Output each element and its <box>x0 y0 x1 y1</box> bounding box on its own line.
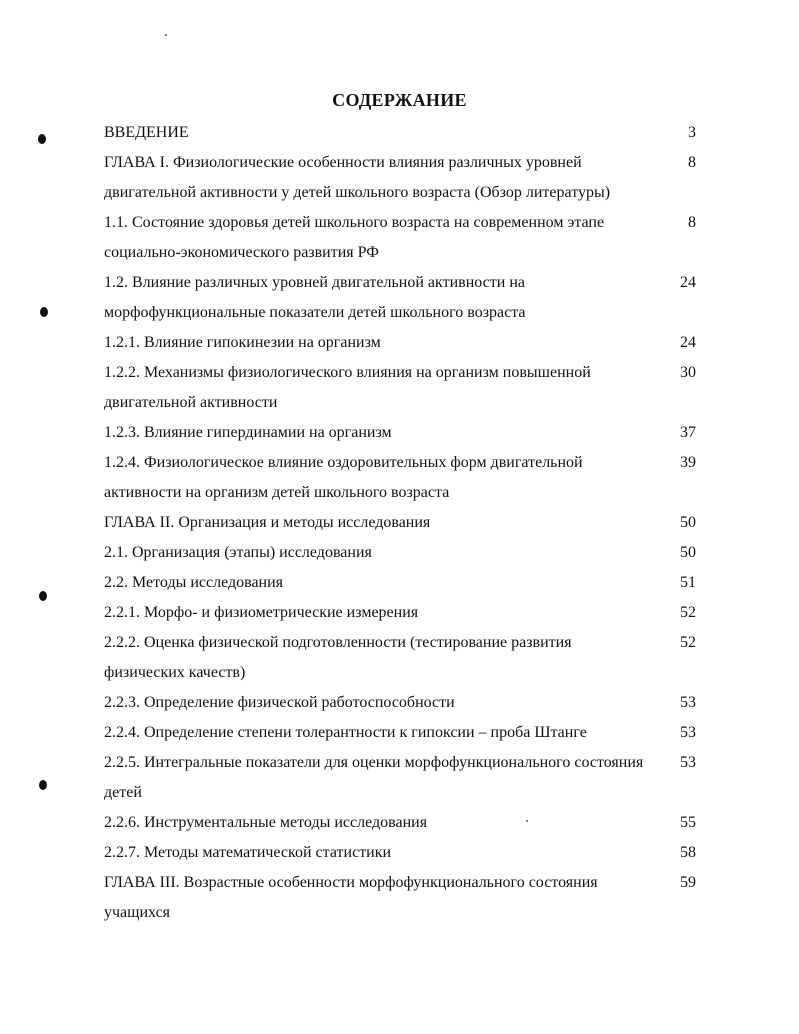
toc-entry-page: 50 <box>680 544 696 561</box>
toc-entry-text: ГЛАВА II. Организация и методы исследования <box>104 514 431 531</box>
toc-entry-page: 24 <box>680 334 696 351</box>
toc-entry-text: 1.2.2. Механизмы физиологического влияния на организм повышенной двигательной активности <box>104 364 591 411</box>
toc-entry-text: 1.2.3. Влияние гипердинамии на организм <box>104 424 392 441</box>
binding-hole-mark <box>38 134 46 144</box>
toc-entry[interactable] <box>104 208 704 268</box>
toc-entry-page: 51 <box>680 574 696 591</box>
toc-entry[interactable] <box>104 448 704 508</box>
toc-entry-page: 52 <box>680 634 696 651</box>
toc-entry[interactable] <box>104 538 704 568</box>
toc-entry-text: 1.2.1. Влияние гипокинезии на организм <box>104 334 381 351</box>
toc-entry[interactable] <box>104 568 704 598</box>
toc-entry[interactable] <box>104 508 704 538</box>
toc-entry-text: 2.2.1. Морфо- и физиометрические измерения <box>104 604 419 621</box>
toc-entry[interactable] <box>104 628 704 688</box>
toc-entry-text: 2.2.7. Методы математической статистики <box>104 844 392 861</box>
toc-entry[interactable] <box>104 118 704 148</box>
scan-speck <box>165 34 167 36</box>
binding-hole-mark <box>40 307 48 317</box>
table-of-contents <box>104 118 704 928</box>
toc-entry-page: 37 <box>680 424 696 441</box>
toc-entry-page: 24 <box>680 274 696 291</box>
toc-entry[interactable] <box>104 598 704 628</box>
toc-entry-page: 53 <box>680 724 696 741</box>
toc-entry[interactable] <box>104 748 704 808</box>
toc-entry[interactable] <box>104 838 704 868</box>
toc-entry-text: ГЛАВА III. Возрастные особенности морфофункционального состояния учащихся <box>104 874 598 921</box>
toc-entry-page: 53 <box>680 754 696 771</box>
toc-entry[interactable] <box>104 688 704 718</box>
toc-entry-text: 2.2.4. Определение степени толерантности к гипоксии – проба Штанге <box>104 724 587 741</box>
toc-entry-page: 8 <box>688 154 696 171</box>
toc-entry-text: 1.1. Состояние здоровья детей школьного возраста на современном этапе социально-экономического развития РФ <box>104 214 605 261</box>
toc-entry-page: 8 <box>688 214 696 231</box>
toc-entry-text: 2.1. Организация (этапы) исследования <box>104 544 372 561</box>
toc-entry[interactable] <box>104 418 704 448</box>
toc-entry-page: 3 <box>688 124 696 141</box>
toc-entry[interactable] <box>104 718 704 748</box>
toc-entry-text: 2.2. Методы исследования <box>104 574 284 591</box>
toc-entry-text: 2.2.6. Инструментальные методы исследования <box>104 814 428 831</box>
toc-entry-page: 59 <box>680 874 696 891</box>
toc-entry[interactable] <box>104 358 704 418</box>
toc-entry-text: 1.2. Влияние различных уровней двигательной активности на морфофункциональные показатели детей школьного возраста <box>104 274 526 321</box>
page-title: СОДЕРЖАНИЕ <box>332 90 467 110</box>
toc-entry[interactable] <box>104 808 704 838</box>
toc-entry-text: 2.2.3. Определение физической работоспособности <box>104 694 455 711</box>
toc-entry[interactable] <box>104 268 704 328</box>
toc-entry-page: 30 <box>680 364 696 381</box>
toc-entry-text: 2.2.2. Оценка физической подготовленности (тестирование развития физических качеств) <box>104 634 572 681</box>
toc-entry-text: ГЛАВА I. Физиологические особенности влияния различных уровней двигательной активности у детей школьного возраста (Обзор литературы) <box>104 154 611 201</box>
toc-entry-page: 55 <box>680 814 696 831</box>
toc-entry-text: 2.2.5. Интегральные показатели для оценки морфофункционального состояния детей <box>104 754 644 801</box>
toc-entry-page: 53 <box>680 694 696 711</box>
toc-entry[interactable] <box>104 328 704 358</box>
toc-entry-page: 52 <box>680 604 696 621</box>
toc-entry-page: 39 <box>680 454 696 471</box>
toc-entry-page: 50 <box>680 514 696 531</box>
toc-entry-text: 1.2.4. Физиологическое влияние оздоровительных форм двигательной активности на организм детей школьного возраста <box>104 454 583 501</box>
binding-hole-mark <box>39 591 47 601</box>
toc-entry[interactable] <box>104 868 704 928</box>
toc-entry-text: ВВЕДЕНИЕ <box>104 124 189 141</box>
toc-entry[interactable] <box>104 148 704 208</box>
toc-entry-page: 58 <box>680 844 696 861</box>
binding-hole-mark <box>39 780 47 790</box>
